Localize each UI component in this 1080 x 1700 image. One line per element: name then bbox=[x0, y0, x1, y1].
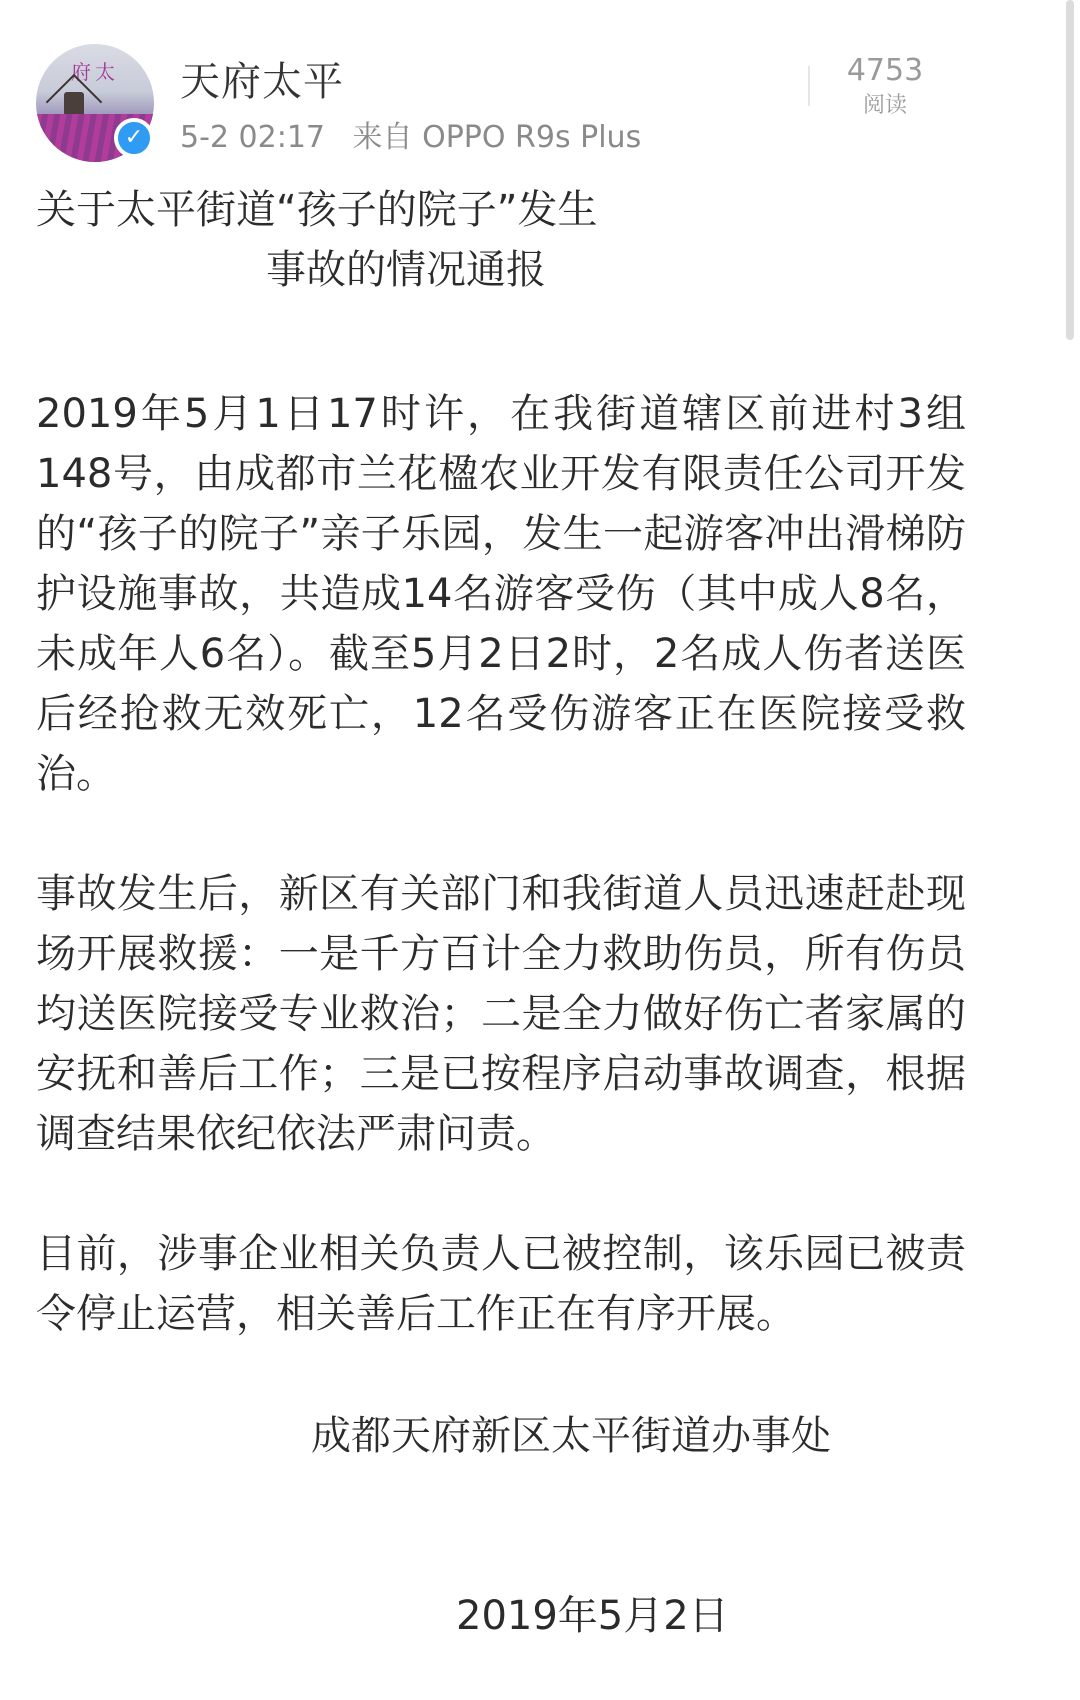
scrollbar[interactable] bbox=[1066, 0, 1074, 340]
post-time: 5-2 02:17 bbox=[180, 120, 325, 155]
verified-check-icon: ✓ bbox=[114, 118, 154, 158]
post-meta bbox=[180, 112, 659, 156]
issue-date: 2019年5月2日 bbox=[456, 1593, 729, 1639]
post-content bbox=[36, 180, 966, 1646]
post-title-line-2: 事故的情况通报 bbox=[266, 247, 546, 293]
read-count: 4753 bbox=[846, 53, 924, 88]
account-name[interactable]: 天府太平 bbox=[180, 59, 344, 105]
paragraph-3: 目前，涉事企业相关负责人已被控制，该乐园已被责令停止运营，相关善后工作正在有序开展。 bbox=[36, 1231, 966, 1337]
signature: 成都天府新区太平街道办事处 bbox=[311, 1413, 831, 1459]
header-divider bbox=[808, 66, 810, 106]
post-source: 来自 OPPO R9s Plus bbox=[352, 120, 642, 155]
paragraph-1: 2019年5月1日17时许，在我街道辖区前进村3组148号，由成都市兰花楹农业开发有限责任公司开发的“孩子的院子”亲子乐园，发生一起游客冲出滑梯防护设施事故，共造成14名游客受伤（其中成人8名，未成年人6名）。截至5月2日2时，2名成人伤者送医后经抢救无效死亡，12名受伤游客正在医院接受救治。 bbox=[36, 391, 966, 797]
post-title-line-1: 关于太平街道“孩子的院子”发生 bbox=[36, 187, 598, 233]
post-title bbox=[36, 180, 966, 300]
avatar-logo-text: 府太 bbox=[71, 60, 119, 84]
paragraph-2: 事故发生后，新区有关部门和我街道人员迅速赶赴现场开展救援：一是千方百计全力救助伤员，所有伤员均送医院接受专业救治；二是全力做好伤亡者家属的安抚和善后工作；三是已按程序启动事故调查，根据调查结果依纪依法严肃问责。 bbox=[36, 871, 966, 1157]
read-label: 阅读 bbox=[862, 93, 907, 118]
